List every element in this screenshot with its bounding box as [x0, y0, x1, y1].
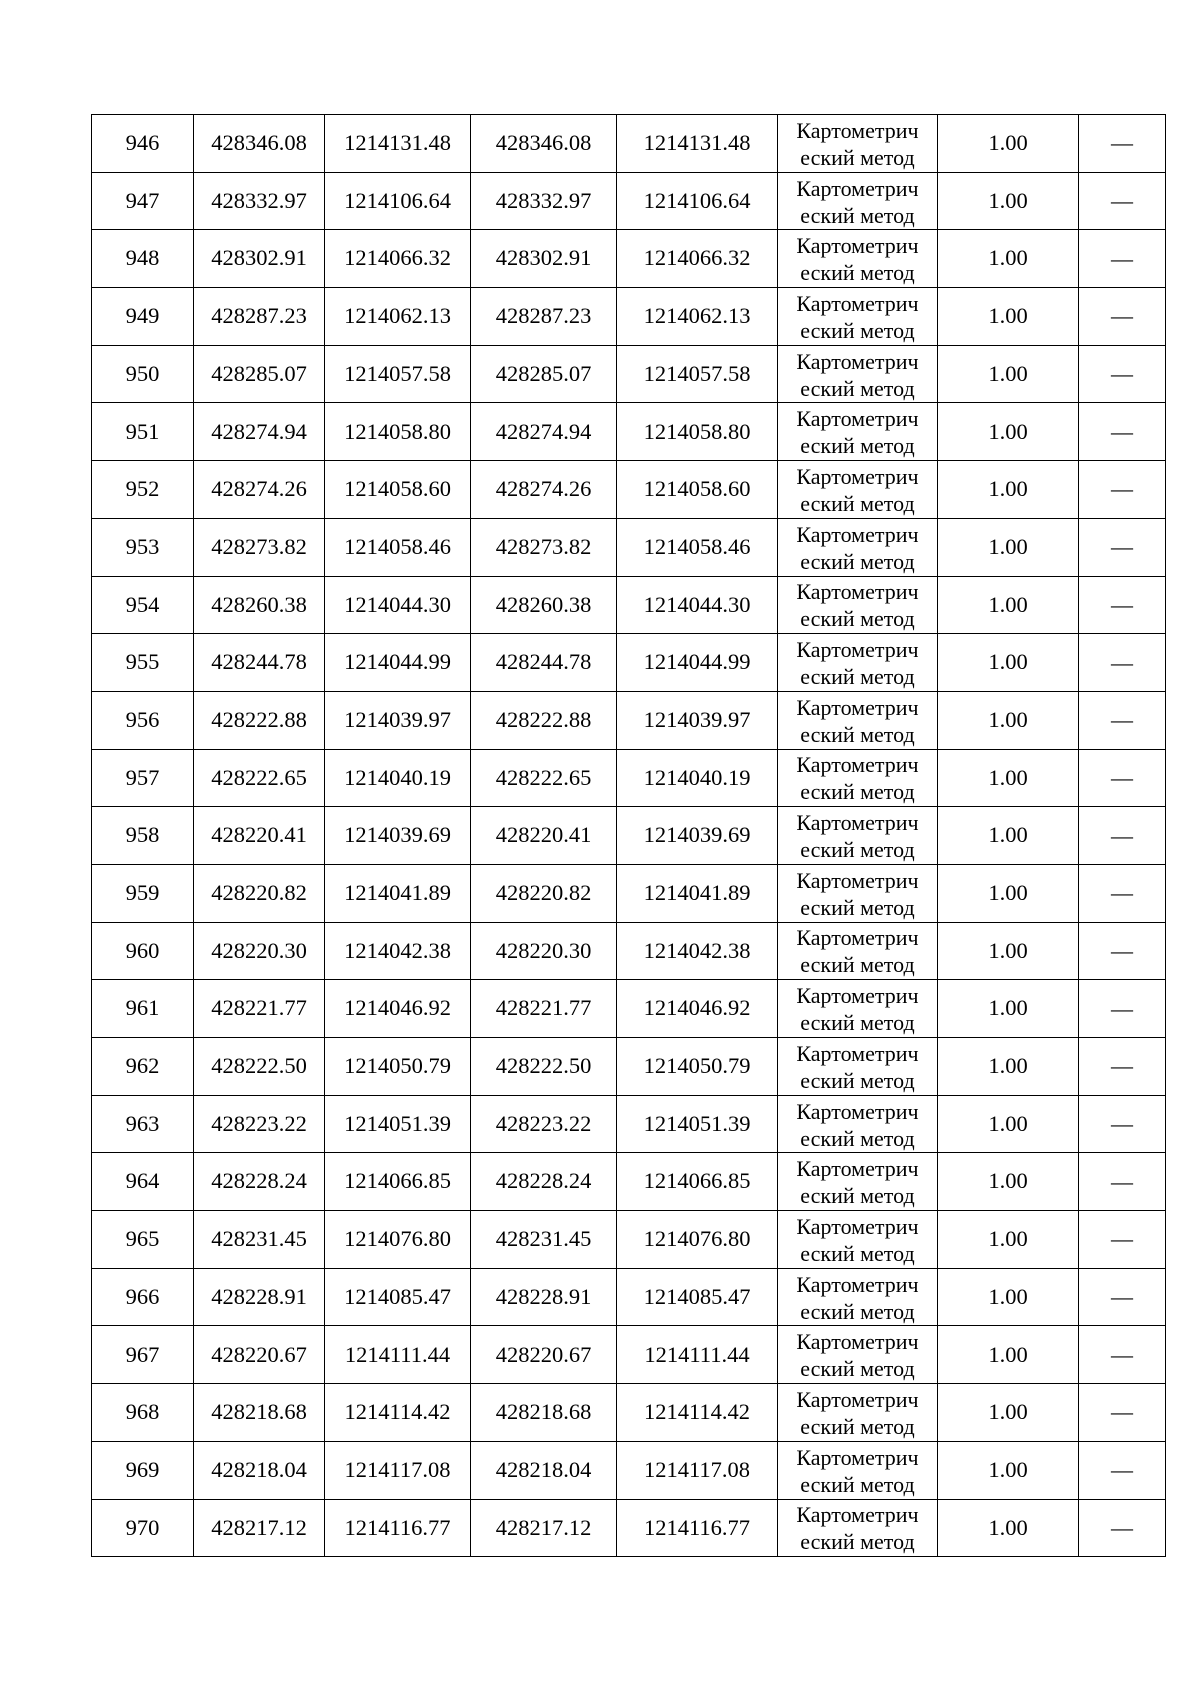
note-cell: —: [1079, 518, 1166, 576]
method-text-line-1: Картометрич: [796, 1040, 919, 1066]
x-coordinate-cell: 428274.94: [194, 403, 325, 461]
point-number-cell: 954: [92, 576, 194, 634]
accuracy-cell: 1.00: [938, 230, 1079, 288]
x-coordinate-cell: 428222.88: [471, 691, 617, 749]
accuracy-cell: 1.00: [938, 980, 1079, 1038]
method-text-line-1: Картометрич: [796, 117, 919, 143]
y-coordinate-cell: 1214131.48: [617, 115, 778, 173]
y-coordinate-cell: 1214062.13: [617, 288, 778, 346]
method-text-line-2: еский метод: [800, 548, 915, 574]
note-cell: —: [1079, 634, 1166, 692]
table-row: [92, 288, 1166, 346]
y-coordinate-cell: 1214117.08: [617, 1441, 778, 1499]
method-text-line-1: Картометрич: [796, 1271, 919, 1297]
note-cell: —: [1079, 1384, 1166, 1442]
x-coordinate-cell: 428220.41: [471, 807, 617, 865]
method-text-line-2: еский метод: [800, 1298, 915, 1324]
method-cell: [778, 807, 938, 865]
accuracy-cell: 1.00: [938, 1153, 1079, 1211]
y-coordinate-cell: 1214066.85: [617, 1153, 778, 1211]
point-number-cell: 956: [92, 691, 194, 749]
x-coordinate-cell: 428231.45: [194, 1211, 325, 1269]
method-text-line-2: еский метод: [800, 952, 915, 978]
y-coordinate-cell: 1214051.39: [617, 1095, 778, 1153]
method-text-line-2: еский метод: [800, 375, 915, 401]
method-text-line-1: Картометрич: [796, 983, 919, 1009]
method-cell: [778, 1038, 938, 1096]
y-coordinate-cell: 1214039.97: [325, 691, 471, 749]
y-coordinate-cell: 1214044.99: [325, 634, 471, 692]
table-row: [92, 576, 1166, 634]
table-row: [92, 1499, 1166, 1557]
x-coordinate-cell: 428332.97: [471, 172, 617, 230]
y-coordinate-cell: 1214058.46: [617, 518, 778, 576]
note-cell: —: [1079, 1326, 1166, 1384]
accuracy-cell: 1.00: [938, 461, 1079, 519]
accuracy-cell: 1.00: [938, 1268, 1079, 1326]
accuracy-cell: 1.00: [938, 1441, 1079, 1499]
y-coordinate-cell: 1214046.92: [325, 980, 471, 1038]
method-text-line-1: Картометрич: [796, 1156, 919, 1182]
x-coordinate-cell: 428260.38: [471, 576, 617, 634]
method-cell: [778, 576, 938, 634]
x-coordinate-cell: 428231.45: [471, 1211, 617, 1269]
accuracy-cell: 1.00: [938, 1038, 1079, 1096]
point-number-cell: 964: [92, 1153, 194, 1211]
x-coordinate-cell: 428302.91: [194, 230, 325, 288]
y-coordinate-cell: 1214131.48: [325, 115, 471, 173]
table-row: [92, 1441, 1166, 1499]
x-coordinate-cell: 428274.94: [471, 403, 617, 461]
accuracy-cell: 1.00: [938, 1384, 1079, 1442]
method-cell: [778, 518, 938, 576]
method-text-line-2: еский метод: [800, 606, 915, 632]
point-number-cell: 965: [92, 1211, 194, 1269]
table-row: [92, 922, 1166, 980]
x-coordinate-cell: 428217.12: [471, 1499, 617, 1557]
method-text-line-2: еский метод: [800, 202, 915, 228]
method-text-line-2: еский метод: [800, 1471, 915, 1497]
table-body: [92, 115, 1166, 1557]
y-coordinate-cell: 1214041.89: [617, 864, 778, 922]
point-number-cell: 966: [92, 1268, 194, 1326]
method-text-line-1: Картометрич: [796, 1213, 919, 1239]
x-coordinate-cell: 428220.30: [471, 922, 617, 980]
table-row: [92, 634, 1166, 692]
note-cell: —: [1079, 980, 1166, 1038]
accuracy-cell: 1.00: [938, 1211, 1079, 1269]
method-text-line-1: Картометрич: [796, 1386, 919, 1412]
table-row: [92, 345, 1166, 403]
accuracy-cell: 1.00: [938, 749, 1079, 807]
method-cell: [778, 922, 938, 980]
accuracy-cell: 1.00: [938, 1326, 1079, 1384]
method-text-line-2: еский метод: [800, 664, 915, 690]
y-coordinate-cell: 1214039.69: [325, 807, 471, 865]
y-coordinate-cell: 1214057.58: [617, 345, 778, 403]
x-coordinate-cell: 428287.23: [194, 288, 325, 346]
method-text-line-1: Картометрич: [796, 1502, 919, 1528]
method-cell: [778, 864, 938, 922]
y-coordinate-cell: 1214058.80: [617, 403, 778, 461]
method-cell: [778, 1095, 938, 1153]
table-row: [92, 518, 1166, 576]
method-cell: [778, 461, 938, 519]
y-coordinate-cell: 1214042.38: [617, 922, 778, 980]
y-coordinate-cell: 1214114.42: [617, 1384, 778, 1442]
y-coordinate-cell: 1214057.58: [325, 345, 471, 403]
point-number-cell: 957: [92, 749, 194, 807]
method-cell: [778, 172, 938, 230]
method-cell: [778, 634, 938, 692]
method-cell: [778, 345, 938, 403]
point-number-cell: 960: [92, 922, 194, 980]
x-coordinate-cell: 428223.22: [471, 1095, 617, 1153]
y-coordinate-cell: 1214085.47: [617, 1268, 778, 1326]
method-cell: [778, 749, 938, 807]
note-cell: —: [1079, 864, 1166, 922]
table-row: [92, 1153, 1166, 1211]
table-row: [92, 691, 1166, 749]
accuracy-cell: 1.00: [938, 403, 1079, 461]
method-text-line-2: еский метод: [800, 894, 915, 920]
method-cell: [778, 1268, 938, 1326]
x-coordinate-cell: 428221.77: [194, 980, 325, 1038]
table-row: [92, 230, 1166, 288]
point-number-cell: 962: [92, 1038, 194, 1096]
point-number-cell: 959: [92, 864, 194, 922]
y-coordinate-cell: 1214044.99: [617, 634, 778, 692]
x-coordinate-cell: 428220.82: [471, 864, 617, 922]
table-row: [92, 461, 1166, 519]
y-coordinate-cell: 1214050.79: [325, 1038, 471, 1096]
method-text-line-1: Картометрич: [796, 290, 919, 316]
method-text-line-1: Картометрич: [796, 579, 919, 605]
y-coordinate-cell: 1214044.30: [617, 576, 778, 634]
method-text-line-1: Картометрич: [796, 348, 919, 374]
x-coordinate-cell: 428287.23: [471, 288, 617, 346]
coordinates-table: [91, 114, 1166, 1557]
y-coordinate-cell: 1214117.08: [325, 1441, 471, 1499]
note-cell: —: [1079, 576, 1166, 634]
note-cell: —: [1079, 1268, 1166, 1326]
x-coordinate-cell: 428220.30: [194, 922, 325, 980]
note-cell: —: [1079, 691, 1166, 749]
method-text-line-2: еский метод: [800, 721, 915, 747]
method-cell: [778, 1499, 938, 1557]
method-text-line-1: Картометрич: [796, 1444, 919, 1470]
accuracy-cell: 1.00: [938, 1095, 1079, 1153]
table-row: [92, 403, 1166, 461]
method-text-line-1: Картометрич: [796, 521, 919, 547]
point-number-cell: 955: [92, 634, 194, 692]
method-cell: [778, 115, 938, 173]
method-text-line-2: еский метод: [800, 837, 915, 863]
note-cell: —: [1079, 288, 1166, 346]
accuracy-cell: 1.00: [938, 345, 1079, 403]
method-cell: [778, 230, 938, 288]
x-coordinate-cell: 428346.08: [194, 115, 325, 173]
accuracy-cell: 1.00: [938, 807, 1079, 865]
y-coordinate-cell: 1214085.47: [325, 1268, 471, 1326]
x-coordinate-cell: 428221.77: [471, 980, 617, 1038]
accuracy-cell: 1.00: [938, 288, 1079, 346]
point-number-cell: 951: [92, 403, 194, 461]
method-cell: [778, 1211, 938, 1269]
y-coordinate-cell: 1214062.13: [325, 288, 471, 346]
y-coordinate-cell: 1214066.85: [325, 1153, 471, 1211]
y-coordinate-cell: 1214058.60: [617, 461, 778, 519]
method-text-line-2: еский метод: [800, 1413, 915, 1439]
note-cell: —: [1079, 172, 1166, 230]
y-coordinate-cell: 1214050.79: [617, 1038, 778, 1096]
x-coordinate-cell: 428223.22: [194, 1095, 325, 1153]
method-text-line-1: Картометрич: [796, 1098, 919, 1124]
y-coordinate-cell: 1214111.44: [617, 1326, 778, 1384]
y-coordinate-cell: 1214058.46: [325, 518, 471, 576]
point-number-cell: 947: [92, 172, 194, 230]
point-number-cell: 963: [92, 1095, 194, 1153]
accuracy-cell: 1.00: [938, 864, 1079, 922]
note-cell: —: [1079, 345, 1166, 403]
method-text-line-2: еский метод: [800, 317, 915, 343]
y-coordinate-cell: 1214040.19: [617, 749, 778, 807]
method-cell: [778, 288, 938, 346]
x-coordinate-cell: 428274.26: [471, 461, 617, 519]
method-text-line-2: еский метод: [800, 1529, 915, 1555]
x-coordinate-cell: 428228.91: [471, 1268, 617, 1326]
y-coordinate-cell: 1214116.77: [325, 1499, 471, 1557]
method-cell: [778, 1384, 938, 1442]
point-number-cell: 950: [92, 345, 194, 403]
x-coordinate-cell: 428285.07: [194, 345, 325, 403]
accuracy-cell: 1.00: [938, 576, 1079, 634]
point-number-cell: 949: [92, 288, 194, 346]
y-coordinate-cell: 1214058.80: [325, 403, 471, 461]
note-cell: —: [1079, 1441, 1166, 1499]
method-text-line-2: еский метод: [800, 433, 915, 459]
method-text-line-2: еский метод: [800, 1067, 915, 1093]
note-cell: —: [1079, 230, 1166, 288]
x-coordinate-cell: 428220.67: [194, 1326, 325, 1384]
x-coordinate-cell: 428332.97: [194, 172, 325, 230]
method-text-line-1: Картометрич: [796, 637, 919, 663]
note-cell: —: [1079, 807, 1166, 865]
method-cell: [778, 980, 938, 1038]
point-number-cell: 970: [92, 1499, 194, 1557]
table-row: [92, 1095, 1166, 1153]
x-coordinate-cell: 428346.08: [471, 115, 617, 173]
y-coordinate-cell: 1214046.92: [617, 980, 778, 1038]
method-text-line-2: еский метод: [800, 1356, 915, 1382]
x-coordinate-cell: 428273.82: [471, 518, 617, 576]
y-coordinate-cell: 1214039.69: [617, 807, 778, 865]
y-coordinate-cell: 1214051.39: [325, 1095, 471, 1153]
method-text-line-2: еский метод: [800, 1183, 915, 1209]
method-cell: [778, 691, 938, 749]
method-text-line-1: Картометрич: [796, 925, 919, 951]
table-row: [92, 172, 1166, 230]
y-coordinate-cell: 1214066.32: [325, 230, 471, 288]
y-coordinate-cell: 1214039.97: [617, 691, 778, 749]
table-row: [92, 807, 1166, 865]
method-text-line-1: Картометрич: [796, 463, 919, 489]
method-cell: [778, 1441, 938, 1499]
x-coordinate-cell: 428273.82: [194, 518, 325, 576]
table-row: [92, 1384, 1166, 1442]
method-text-line-1: Картометрич: [796, 694, 919, 720]
y-coordinate-cell: 1214066.32: [617, 230, 778, 288]
method-text-line-1: Картометрич: [796, 406, 919, 432]
x-coordinate-cell: 428244.78: [471, 634, 617, 692]
note-cell: —: [1079, 461, 1166, 519]
note-cell: —: [1079, 1095, 1166, 1153]
x-coordinate-cell: 428222.50: [194, 1038, 325, 1096]
method-text-line-1: Картометрич: [796, 867, 919, 893]
y-coordinate-cell: 1214116.77: [617, 1499, 778, 1557]
accuracy-cell: 1.00: [938, 691, 1079, 749]
y-coordinate-cell: 1214044.30: [325, 576, 471, 634]
accuracy-cell: 1.00: [938, 172, 1079, 230]
method-text-line-1: Картометрич: [796, 752, 919, 778]
method-text-line-1: Картометрич: [796, 810, 919, 836]
accuracy-cell: 1.00: [938, 1499, 1079, 1557]
x-coordinate-cell: 428220.82: [194, 864, 325, 922]
y-coordinate-cell: 1214106.64: [617, 172, 778, 230]
x-coordinate-cell: 428222.88: [194, 691, 325, 749]
point-number-cell: 958: [92, 807, 194, 865]
y-coordinate-cell: 1214042.38: [325, 922, 471, 980]
x-coordinate-cell: 428222.50: [471, 1038, 617, 1096]
method-text-line-2: еский метод: [800, 1010, 915, 1036]
note-cell: —: [1079, 1211, 1166, 1269]
accuracy-cell: 1.00: [938, 922, 1079, 980]
note-cell: —: [1079, 1038, 1166, 1096]
table-row: [92, 864, 1166, 922]
table-row: [92, 1326, 1166, 1384]
y-coordinate-cell: 1214111.44: [325, 1326, 471, 1384]
table-row: [92, 1268, 1166, 1326]
x-coordinate-cell: 428228.91: [194, 1268, 325, 1326]
method-cell: [778, 1153, 938, 1211]
point-number-cell: 967: [92, 1326, 194, 1384]
point-number-cell: 968: [92, 1384, 194, 1442]
y-coordinate-cell: 1214076.80: [617, 1211, 778, 1269]
accuracy-cell: 1.00: [938, 518, 1079, 576]
table-row: [92, 749, 1166, 807]
x-coordinate-cell: 428285.07: [471, 345, 617, 403]
x-coordinate-cell: 428260.38: [194, 576, 325, 634]
x-coordinate-cell: 428228.24: [471, 1153, 617, 1211]
y-coordinate-cell: 1214041.89: [325, 864, 471, 922]
x-coordinate-cell: 428302.91: [471, 230, 617, 288]
point-number-cell: 948: [92, 230, 194, 288]
x-coordinate-cell: 428218.04: [471, 1441, 617, 1499]
method-cell: [778, 403, 938, 461]
table-row: [92, 1038, 1166, 1096]
x-coordinate-cell: 428218.68: [194, 1384, 325, 1442]
method-text-line-2: еский метод: [800, 779, 915, 805]
note-cell: —: [1079, 1499, 1166, 1557]
point-number-cell: 961: [92, 980, 194, 1038]
method-text-line-2: еский метод: [800, 490, 915, 516]
method-text-line-1: Картометрич: [796, 175, 919, 201]
y-coordinate-cell: 1214076.80: [325, 1211, 471, 1269]
point-number-cell: 953: [92, 518, 194, 576]
x-coordinate-cell: 428222.65: [471, 749, 617, 807]
note-cell: —: [1079, 1153, 1166, 1211]
accuracy-cell: 1.00: [938, 115, 1079, 173]
point-number-cell: 952: [92, 461, 194, 519]
note-cell: —: [1079, 922, 1166, 980]
point-number-cell: 946: [92, 115, 194, 173]
x-coordinate-cell: 428222.65: [194, 749, 325, 807]
x-coordinate-cell: 428217.12: [194, 1499, 325, 1557]
table-row: [92, 115, 1166, 173]
method-text-line-1: Картометрич: [796, 1329, 919, 1355]
x-coordinate-cell: 428218.68: [471, 1384, 617, 1442]
x-coordinate-cell: 428218.04: [194, 1441, 325, 1499]
y-coordinate-cell: 1214040.19: [325, 749, 471, 807]
table-row: [92, 1211, 1166, 1269]
y-coordinate-cell: 1214106.64: [325, 172, 471, 230]
accuracy-cell: 1.00: [938, 634, 1079, 692]
method-text-line-1: Картометрич: [796, 233, 919, 259]
x-coordinate-cell: 428274.26: [194, 461, 325, 519]
note-cell: —: [1079, 749, 1166, 807]
method-text-line-2: еский метод: [800, 1125, 915, 1151]
y-coordinate-cell: 1214058.60: [325, 461, 471, 519]
x-coordinate-cell: 428220.67: [471, 1326, 617, 1384]
table-row: [92, 980, 1166, 1038]
method-cell: [778, 1326, 938, 1384]
method-text-line-2: еский метод: [800, 144, 915, 170]
note-cell: —: [1079, 403, 1166, 461]
method-text-line-2: еский метод: [800, 260, 915, 286]
x-coordinate-cell: 428220.41: [194, 807, 325, 865]
note-cell: —: [1079, 115, 1166, 173]
x-coordinate-cell: 428228.24: [194, 1153, 325, 1211]
y-coordinate-cell: 1214114.42: [325, 1384, 471, 1442]
method-text-line-2: еский метод: [800, 1240, 915, 1266]
x-coordinate-cell: 428244.78: [194, 634, 325, 692]
point-number-cell: 969: [92, 1441, 194, 1499]
